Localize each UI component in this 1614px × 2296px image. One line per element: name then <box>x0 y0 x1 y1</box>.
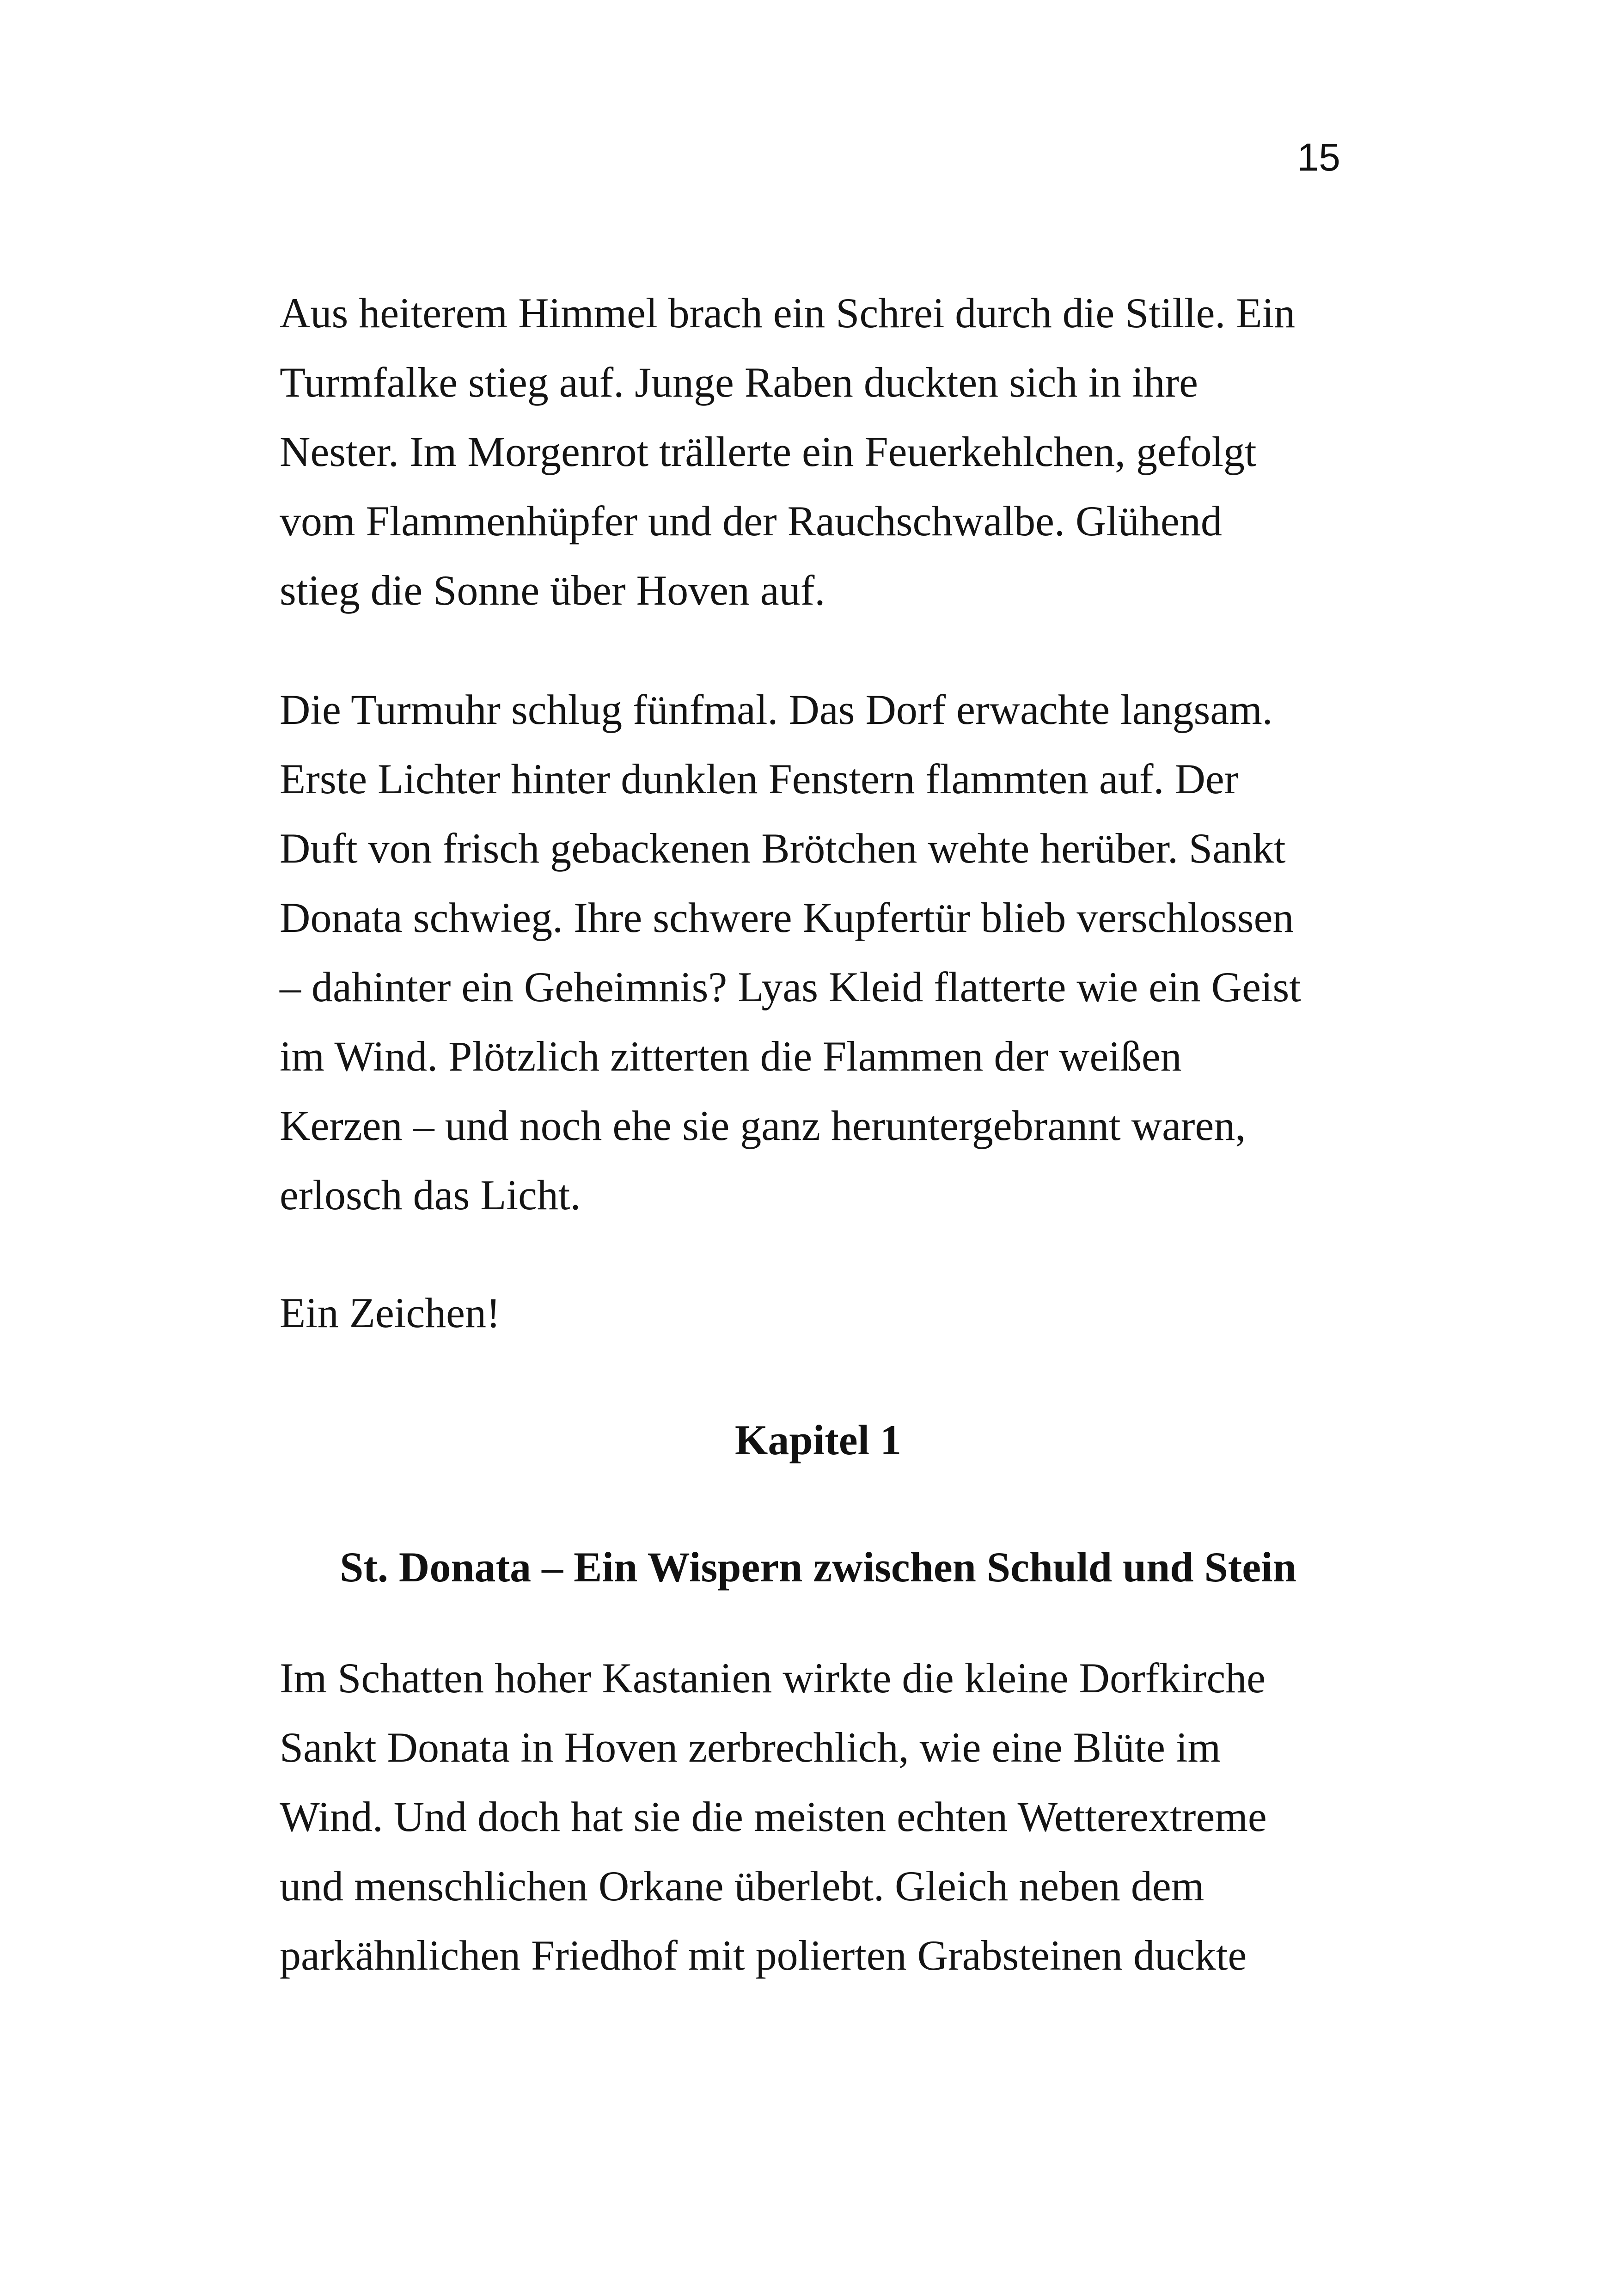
text-line: Aus heiterem Himmel brach ein Schrei durch die Stille. Ein <box>280 289 1296 337</box>
text-line: Die Turmuhr schlug fünfmal. Das Dorf erwachte langsam. <box>280 686 1273 733</box>
text-line: erlosch das Licht. <box>280 1171 581 1218</box>
text-line: Im Schatten hoher Kastanien wirkte die kleine Dorfkirche <box>280 1654 1266 1702</box>
chapter-title-heading: St. Donata – Ein Wispern zwischen Schuld und Stein <box>340 1543 1296 1591</box>
text-line: Ein Zeichen! <box>280 1289 501 1336</box>
text-line: im Wind. Plötzlich zitterten die Flammen der weißen <box>280 1033 1182 1080</box>
text-line: Erste Lichter hinter dunklen Fenstern flammten auf. Der <box>280 755 1239 802</box>
text-line: Kerzen – und noch ehe sie ganz heruntergebrannt waren, <box>280 1102 1246 1149</box>
page-number: 15 <box>1297 135 1340 179</box>
text-line: Donata schwieg. Ihre schwere Kupfertür blieb verschlossen <box>280 894 1294 941</box>
text-line: – dahinter ein Geheimnis? Lyas Kleid flatterte wie ein Geist <box>280 963 1301 1010</box>
chapter-number-heading: Kapitel 1 <box>734 1416 902 1463</box>
paragraph-sign <box>280 1278 1357 1347</box>
text-line: Turmfalke stieg auf. Junge Raben duckten sich in ihre <box>280 359 1198 406</box>
text-line: vom Flammenhüpfer und der Rauchschwalbe. Glühend <box>280 497 1222 545</box>
paragraph-village-awakens <box>280 675 1357 1230</box>
paragraph-intro-dawn <box>280 278 1357 625</box>
text-line: Nester. Im Morgenrot trällerte ein Feuerkehlchen, gefolgt <box>280 428 1257 475</box>
text-line: Sankt Donata in Hoven zerbrechlich, wie eine Blüte im <box>280 1724 1221 1771</box>
text-line: Duft von frisch gebackenen Brötchen wehte herüber. Sankt <box>280 825 1286 872</box>
paragraph-chapter-opening <box>280 1643 1357 1990</box>
text-line: parkähnlichen Friedhof mit polierten Grabsteinen duckte <box>280 1932 1247 1979</box>
text-line: und menschlichen Orkane überlebt. Gleich neben dem <box>280 1862 1204 1910</box>
text-line: stieg die Sonne über Hoven auf. <box>280 567 825 614</box>
text-line: Wind. Und doch hat sie die meisten echten Wetterextreme <box>280 1793 1267 1840</box>
